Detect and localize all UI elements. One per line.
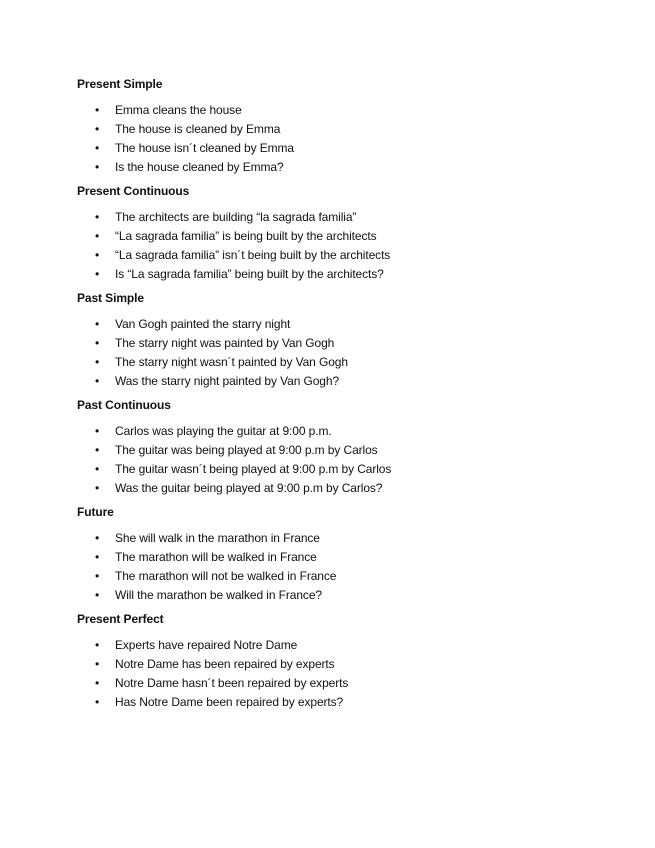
section-present-continuous	[77, 183, 655, 284]
list-item-text: The house isn´t cleaned by Emma	[115, 141, 294, 155]
list-item	[77, 101, 655, 120]
list-item	[77, 586, 655, 605]
bullet-icon: •	[95, 141, 100, 155]
section-past-simple	[77, 290, 655, 391]
list-item-text: Has Notre Dame been repaired by experts?	[115, 695, 344, 709]
list-item-text: “La sagrada familia” is being built by the architects	[115, 229, 377, 243]
bullet-icon: •	[95, 481, 100, 495]
list-item-text: Emma cleans the house	[115, 103, 242, 117]
list-item	[77, 227, 655, 246]
list-item-text: Notre Dame has been repaired by experts	[115, 657, 335, 671]
list-item	[77, 441, 655, 460]
bullet-icon: •	[95, 355, 100, 369]
list-item	[77, 693, 655, 712]
bullet-icon: •	[95, 122, 100, 136]
section-heading: Future	[77, 505, 114, 519]
list-item-text: Is the house cleaned by Emma?	[115, 160, 284, 174]
list-item-text: The starry night wasn´t painted by Van Gogh	[115, 355, 348, 369]
list-item	[77, 674, 655, 693]
list-item	[77, 158, 655, 177]
bullet-icon: •	[95, 550, 100, 564]
list-item	[77, 334, 655, 353]
bullet-icon: •	[95, 229, 100, 243]
section-present-perfect	[77, 611, 655, 712]
bullet-icon: •	[95, 588, 100, 602]
list-item	[77, 120, 655, 139]
bullet-icon: •	[95, 374, 100, 388]
list-item	[77, 655, 655, 674]
list-item	[77, 567, 655, 586]
list-item-text: The house is cleaned by Emma	[115, 122, 281, 136]
list-item-text: Van Gogh painted the starry night	[115, 317, 291, 331]
bullet-icon: •	[95, 569, 100, 583]
bullet-icon: •	[95, 317, 100, 331]
bullet-list	[77, 315, 655, 391]
bullet-list	[77, 529, 655, 605]
bullet-icon: •	[95, 103, 100, 117]
list-item	[77, 422, 655, 441]
section-future	[77, 504, 655, 605]
bullet-icon: •	[95, 462, 100, 476]
bullet-icon: •	[95, 336, 100, 350]
list-item	[77, 372, 655, 391]
list-item-text: Is “La sagrada familia” being built by the architects?	[115, 267, 384, 281]
section-heading: Present Simple	[77, 77, 163, 91]
list-item	[77, 139, 655, 158]
list-item	[77, 479, 655, 498]
list-item	[77, 208, 655, 227]
bullet-list	[77, 208, 655, 284]
list-item-text: The marathon will be walked in France	[115, 550, 317, 564]
section-heading: Past Simple	[77, 291, 144, 305]
list-item-text: Was the starry night painted by Van Gogh?	[115, 374, 340, 388]
list-item-text: The guitar wasn´t being played at 9:00 p.m by Carlos	[115, 462, 392, 476]
list-item-text: Experts have repaired Notre Dame	[115, 638, 298, 652]
list-item	[77, 460, 655, 479]
list-item-text: The starry night was painted by Van Gogh	[115, 336, 335, 350]
bullet-icon: •	[95, 676, 100, 690]
bullet-icon: •	[95, 424, 100, 438]
bullet-icon: •	[95, 657, 100, 671]
bullet-list	[77, 636, 655, 712]
list-item-text: Notre Dame hasn´t been repaired by experts	[115, 676, 349, 690]
list-item-text: The guitar was being played at 9:00 p.m by Carlos	[115, 443, 378, 457]
list-item	[77, 315, 655, 334]
list-item	[77, 265, 655, 284]
section-heading: Present Perfect	[77, 612, 164, 626]
section-heading: Present Continuous	[77, 184, 190, 198]
bullet-icon: •	[95, 531, 100, 545]
bullet-icon: •	[95, 160, 100, 174]
bullet-icon: •	[95, 267, 100, 281]
list-item	[77, 529, 655, 548]
bullet-icon: •	[95, 638, 100, 652]
bullet-list	[77, 422, 655, 498]
list-item	[77, 636, 655, 655]
list-item	[77, 353, 655, 372]
bullet-icon: •	[95, 210, 100, 224]
list-item	[77, 548, 655, 567]
list-item-text: Carlos was playing the guitar at 9:00 p.m.	[115, 424, 332, 438]
section-present-simple	[77, 76, 655, 177]
list-item-text: Was the guitar being played at 9:00 p.m by Carlos?	[115, 481, 383, 495]
bullet-icon: •	[95, 695, 100, 709]
bullet-icon: •	[95, 248, 100, 262]
list-item-text: She will walk in the marathon in France	[115, 531, 320, 545]
list-item-text: The architects are building “la sagrada familia”	[115, 210, 357, 224]
list-item-text: Will the marathon be walked in France?	[115, 588, 322, 602]
bullet-icon: •	[95, 443, 100, 457]
section-heading: Past Continuous	[77, 398, 171, 412]
list-item	[77, 246, 655, 265]
section-past-continuous	[77, 397, 655, 498]
list-item-text: The marathon will not be walked in France	[115, 569, 337, 583]
list-item-text: “La sagrada familia” isn´t being built by the architects	[115, 248, 391, 262]
bullet-list	[77, 101, 655, 177]
